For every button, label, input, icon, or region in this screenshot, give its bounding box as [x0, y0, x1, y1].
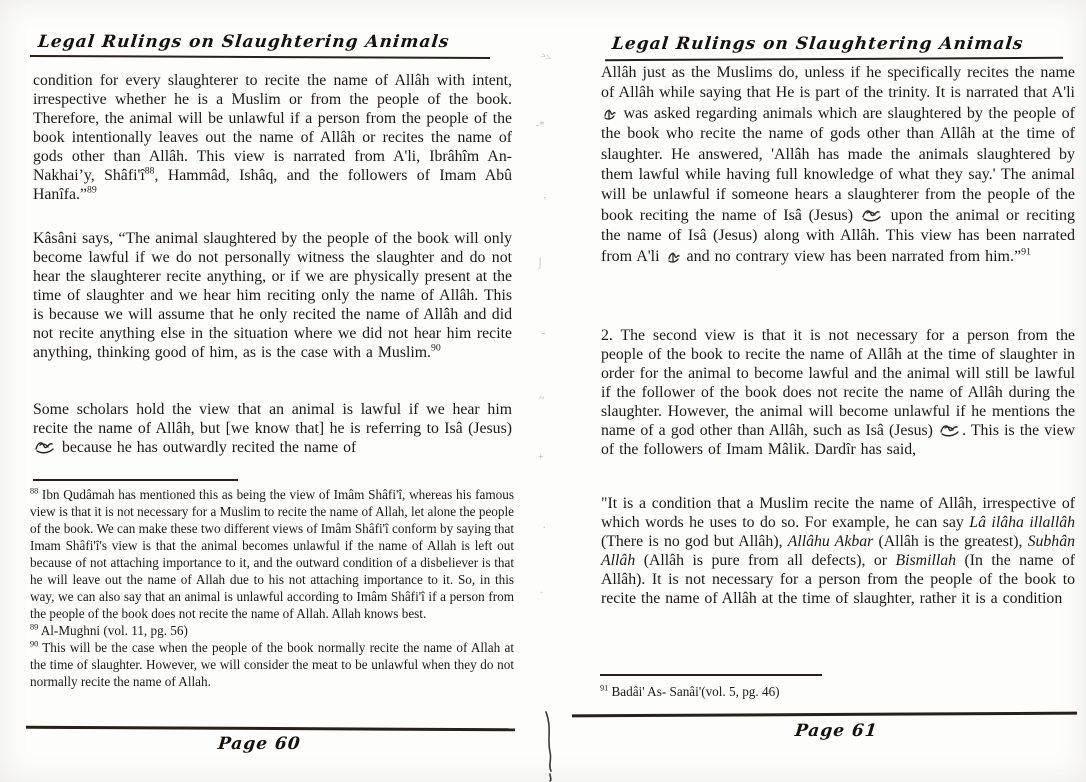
page-number-right: Page 61 — [793, 721, 879, 741]
scan-artifact: - — [542, 328, 546, 339]
honorific-alayhis-salam-icon — [34, 439, 56, 454]
paragraph: Kâsâni says, “The animal slaughtered by the people of the book will only become lawful if we do not personally witness the slaughter and do not hear the slaughterer recite anything, or if we are physically present at the time of slaughter and we hear him reciting only the name of Allâh. This is because we will assume that he only recited the name of Allâh and did not recite anything else in the situation where we did not hear him recite anything, thinking good of him, as is the case with a Muslim.$^{90}$ — [33, 230, 512, 361]
footer-rule-left — [26, 726, 515, 732]
footnote-separator-right — [600, 674, 822, 676]
footnotes-left — [30, 486, 514, 690]
scan-artifact: . — [540, 585, 543, 596]
footnote-number: 91 — [600, 683, 609, 693]
scan-artifact: . — [543, 520, 546, 531]
honorific-alayhis-salam-icon — [861, 207, 883, 222]
scan-artifact: , — [541, 189, 547, 202]
footnote: $^{90}$ This will be the case when the people of the book normally recite the name of Allah at the time of slaughter. However, we will consider the meat to be unlawful when they do not normally recite the name of Allah. — [30, 639, 514, 689]
paragraph: 2. The second view is that it is not necessary for a person from the people of the book to recite the name of Allâh at the time of slaughter in order for the animal to become lawful and the animal will still be lawful if the follower of the book does not recite the name of Allâh during the slaughter. However, the animal will become unlawful if he mentions the name of a god other than Allâh, such as Isâ (Jesus) . This is the view of the followers of Imam Mâlik. Dardîr has said, — [601, 327, 1075, 458]
page-number-left: Page 60 — [216, 734, 302, 754]
footnote-number: 90 — [30, 639, 39, 649]
header-underline-left — [30, 55, 490, 59]
running-header-left: Legal Rulings on Slaughtering Animals — [36, 32, 451, 52]
scan-artifact: + — [538, 452, 544, 463]
scan-artifact: ⌡ — [537, 258, 544, 269]
footer-rule-right — [572, 712, 1077, 718]
paragraph: "It is a condition that a Muslim recite the name of Allâh, irrespective of which words he uses to do so. For example, he can say Lâ ilâha illallâh (There is no god but Allâh), Allâhu Akbar (Allâh is the greatest), Subhân Allâh (Allâh is pure from all defects), or Bismillah (In the name of Allâh). It is not necessary for a person from the people of the book to recite the name of Allâh at the time of slaughter, rather it is a condition — [601, 495, 1076, 607]
honorific-radiallahu-anhu-icon — [666, 250, 681, 263]
footnote-separator-left — [33, 479, 238, 481]
footnote-number: 89 — [30, 622, 39, 632]
footnote: $^{89}$ Al-Mughni (vol. 11, pg. 56) — [30, 622, 188, 638]
footnote-number: 88 — [30, 486, 39, 496]
footnote: $^{88}$ Ibn Qudâmah has mentioned this as being the view of Imâm Shâfi'î, whereas his famous view is that it is not necessary for a Muslim to recite the name of Allah, let alone the people of the book. We can make these two different views of Imâm Shâfi'î conform by saying that Imam Shâfi'î's view is that the animal becomes unlawful if the name of Allah is left out because of not attaching importance to it, and the outward condition of a disbeliever is that he will leave out the name of Allah due to his not attaching importance to it. So, in this way, we can also say that an animal is unlawful according to Imâm Shâfi'î if a person from the people of the book does not recite the name of Allah. Allah knows best. — [30, 486, 514, 621]
honorific-radiallahu-anhu-icon — [602, 107, 617, 120]
scan-artifact: >> — [538, 50, 553, 65]
paragraph: condition for every slaughterer to recite the name of Allâh with intent, irrespective whether he is a Muslim or from the people of the book. Therefore, the animal will be unlawful if a person from the people of the book intentionally leaves out the name of Allâh or recites the name of gods other than Allâh. This view is narrated from A'li, Ibrâhîm An-Nakhai’y, $Shâfi'î^{88}$, Hammâd, Ishâq, and the followers of Imam Abû Hanîfa.”$^{89}$ — [33, 72, 513, 203]
footnote: $^{91}$ Badâi' As- Sanâi'(vol. 5, pg. 46) — [600, 683, 780, 699]
honorific-alayhis-salam-icon — [939, 422, 961, 437]
header-underline-right — [605, 57, 1063, 61]
paragraph: Allâh just as the Muslims do, unless if he specifically recites the name of Allâh while saying that He is part of the trinity. It is narrated that A'li was asked regarding animals which are slaughtered by the people of the book who recite the name of gods other than Allâh at the time of slaughter. He answered, 'Allâh has made the animals slaughtered by them lawful while having full knowledge of what they say.' The animal will be unlawful if someone hears a slaughterer from the people of the book reciting the name of Isâ (Jesus) upon the animal or reciting the name of Isâ (Jesus) along with Allâh. This view has been narrated from A'li and no contrary view has been narrated from him.”$^{91}$ — [601, 64, 1076, 265]
footnotes-right — [600, 683, 1080, 700]
binding-crease-mark — [541, 710, 557, 782]
paragraph: Some scholars hold the view that an animal is lawful if we hear him recite the name of Allâh, but [we know that] he is referring to Isâ (Jesus) because he has outwardly recited the name of — [33, 401, 512, 456]
running-header-right: Legal Rulings on Slaughtering Animals — [610, 34, 1025, 54]
scan-artifact: ~ — [539, 393, 545, 404]
scan-artifact: -* — [536, 120, 545, 131]
